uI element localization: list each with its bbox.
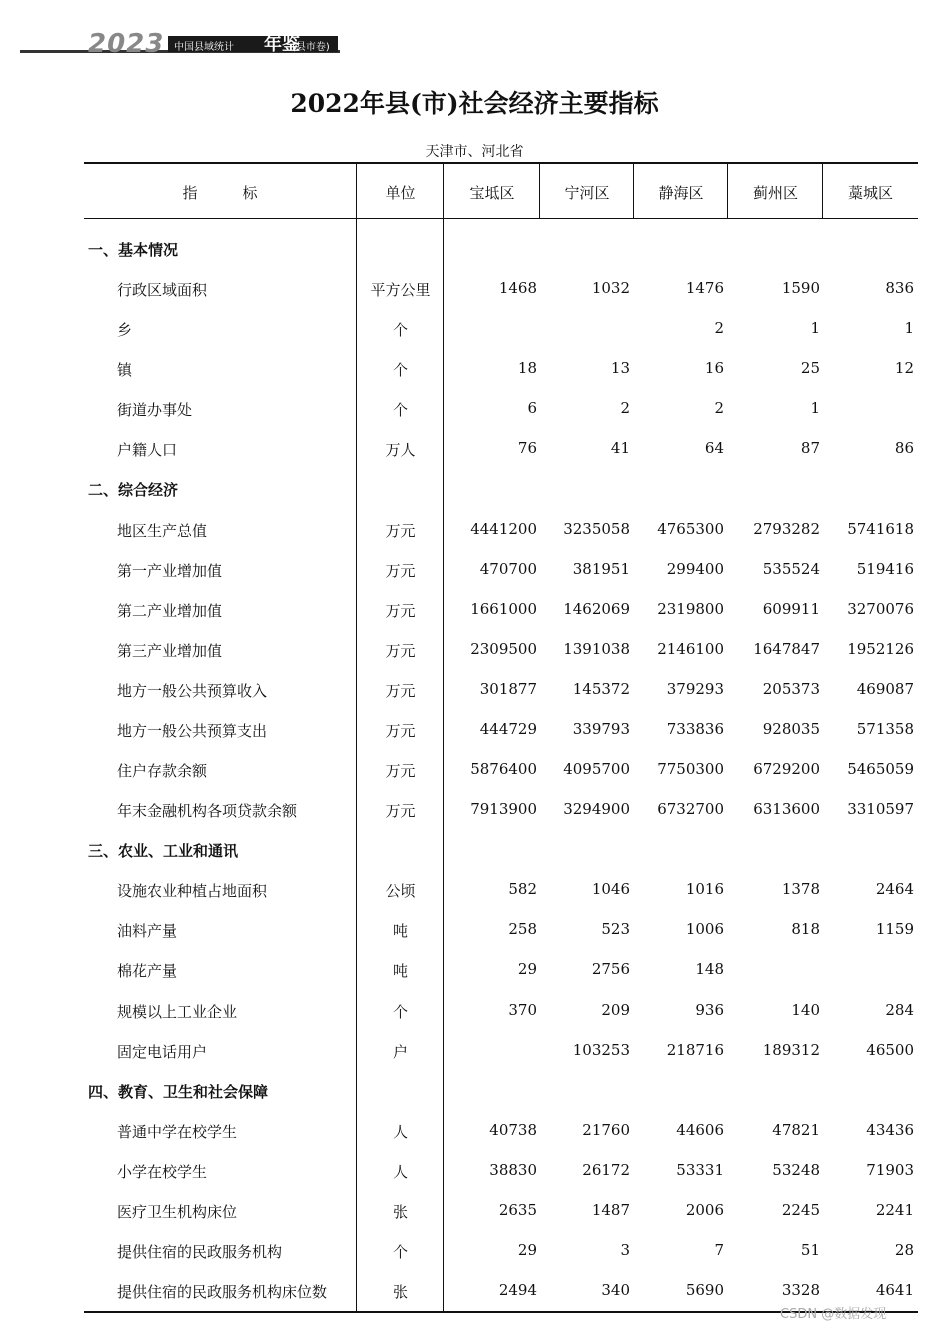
value-cell: 3235058: [563, 520, 630, 538]
value-cell: 2241: [875, 1201, 914, 1219]
value-cell: 928035: [762, 720, 820, 738]
unit-cell: 户: [392, 1043, 408, 1061]
value-cell: 87: [800, 439, 820, 457]
value-cell: 51: [800, 1241, 820, 1259]
value-cell: 6729200: [753, 760, 820, 778]
table-row: [0, 1161, 949, 1201]
value-cell: 1016: [685, 880, 724, 898]
value-cell: 1046: [591, 880, 630, 898]
watermark: CSDN @数据发现: [780, 1307, 887, 1322]
indicator-label: 镇: [117, 361, 133, 379]
value-cell: 2: [714, 319, 724, 337]
indicator-label: 提供住宿的民政服务机构床位数: [117, 1283, 328, 1301]
value-cell: 1487: [591, 1201, 630, 1219]
header-region: 宝坻区: [469, 184, 515, 202]
value-cell: 444729: [479, 720, 537, 738]
table-row: [0, 960, 949, 1000]
table-row: [0, 640, 949, 680]
unit-cell: 万人: [385, 441, 416, 459]
unit-cell: 万元: [385, 522, 416, 540]
indicator-label: 地方一般公共预算收入: [117, 682, 268, 700]
indicator-label: 固定电话用户: [117, 1043, 208, 1061]
value-cell: 2006: [685, 1201, 724, 1219]
table-row: [0, 1201, 949, 1241]
indicator-label: 油料产量: [117, 922, 178, 940]
header-strip: [168, 34, 338, 55]
value-cell: 301877: [479, 680, 537, 698]
value-cell: 936: [695, 1001, 724, 1019]
table-row: [0, 600, 949, 640]
value-cell: 29: [517, 1241, 537, 1259]
unit-cell: 人: [392, 1163, 408, 1181]
table-row: [0, 319, 949, 359]
indicator-label: 医疗卫生机构床位: [117, 1203, 238, 1221]
value-cell: 2793282: [753, 520, 820, 538]
value-cell: 470700: [479, 560, 537, 578]
unit-cell: 个: [392, 361, 408, 379]
value-cell: 4095700: [563, 760, 630, 778]
section-row: [0, 239, 949, 279]
unit-cell: 万元: [385, 722, 416, 740]
value-cell: 523: [601, 920, 630, 938]
section-label: 三、农业、工业和通讯: [88, 842, 239, 860]
value-cell: 1590: [781, 279, 820, 297]
value-cell: 64: [704, 439, 724, 457]
header-glyph: 年鉴: [264, 34, 300, 55]
table-row: [0, 1121, 949, 1161]
value-cell: 209: [601, 1001, 630, 1019]
section-row: [0, 479, 949, 519]
value-cell: 18: [517, 359, 537, 377]
table-row: [0, 359, 949, 399]
table-row: [0, 880, 949, 920]
indicator-label: 街道办事处: [117, 401, 193, 419]
value-cell: 1006: [685, 920, 724, 938]
table-row: [0, 760, 949, 800]
table-header-rule: [84, 218, 918, 219]
unit-cell: 个: [392, 321, 408, 339]
value-cell: 1: [810, 319, 820, 337]
value-cell: 340: [601, 1281, 630, 1299]
value-cell: 3: [620, 1241, 630, 1259]
value-cell: 339793: [572, 720, 630, 738]
value-cell: 519416: [856, 560, 914, 578]
value-cell: 40738: [489, 1121, 537, 1139]
indicator-label: 小学在校学生: [117, 1163, 208, 1181]
value-cell: 2: [714, 399, 724, 417]
value-cell: 16: [704, 359, 724, 377]
indicator-label: 年末金融机构各项贷款余额: [117, 802, 298, 820]
value-cell: 86: [894, 439, 914, 457]
header-region: 藁城区: [847, 184, 893, 202]
unit-cell: 张: [392, 1283, 408, 1301]
value-cell: 1: [904, 319, 914, 337]
indicator-label: 乡: [117, 321, 133, 339]
running-header: [0, 14, 949, 59]
value-cell: 582: [508, 880, 537, 898]
value-cell: 3328: [781, 1281, 820, 1299]
value-cell: 47821: [772, 1121, 820, 1139]
value-cell: 1: [810, 399, 820, 417]
value-cell: 1647847: [753, 640, 820, 658]
value-cell: 25: [800, 359, 820, 377]
header-year: 2023: [88, 29, 165, 59]
indicator-label: 地方一般公共预算支出: [117, 722, 268, 740]
value-cell: 5876400: [470, 760, 537, 778]
section-label: 四、教育、卫生和社会保障: [88, 1083, 269, 1101]
unit-cell: 吨: [392, 922, 408, 940]
value-cell: 818: [791, 920, 820, 938]
indicator-label: 规模以上工业企业: [117, 1003, 238, 1021]
indicator-label: 第三产业增加值: [117, 642, 223, 660]
value-cell: 535524: [762, 560, 820, 578]
value-cell: 4441200: [470, 520, 537, 538]
unit-cell: 万元: [385, 762, 416, 780]
value-cell: 6732700: [657, 800, 724, 818]
value-cell: 2635: [498, 1201, 537, 1219]
indicator-label: 普通中学在校学生: [117, 1123, 238, 1141]
value-cell: 1476: [685, 279, 724, 297]
value-cell: 53331: [676, 1161, 724, 1179]
table-row: [0, 520, 949, 560]
section-row: [0, 840, 949, 880]
value-cell: 733836: [666, 720, 724, 738]
indicator-label: 第二产业增加值: [117, 602, 223, 620]
value-cell: 1462069: [563, 600, 630, 618]
value-cell: 2: [620, 399, 630, 417]
section-row: [0, 1081, 949, 1121]
header-book-name: 中国县域统计: [174, 42, 234, 53]
value-cell: 28: [894, 1241, 914, 1259]
page-title: 2022年县(市)社会经济主要指标: [290, 89, 659, 118]
value-cell: 103253: [572, 1041, 630, 1059]
value-cell: 469087: [856, 680, 914, 698]
unit-cell: 吨: [392, 962, 408, 980]
value-cell: 218716: [666, 1041, 724, 1059]
unit-cell: 个: [392, 401, 408, 419]
indicator-label: 棉花产量: [117, 962, 178, 980]
header-region: 宁河区: [564, 184, 610, 202]
value-cell: 12: [894, 359, 914, 377]
value-cell: 26172: [582, 1161, 630, 1179]
unit-cell: 张: [392, 1203, 408, 1221]
value-cell: 6: [527, 399, 537, 417]
value-cell: 2319800: [657, 600, 724, 618]
value-cell: 3310597: [847, 800, 914, 818]
value-cell: 299400: [666, 560, 724, 578]
value-cell: 148: [695, 960, 724, 978]
header-volume: (县市卷): [292, 42, 330, 53]
value-cell: 1378: [781, 880, 820, 898]
value-cell: 1032: [591, 279, 630, 297]
table-row: [0, 399, 949, 439]
value-cell: 5741618: [847, 520, 914, 538]
table-row: [0, 1041, 949, 1081]
header-unit: 单位: [385, 184, 416, 202]
value-cell: 46500: [866, 1041, 914, 1059]
table-row: [0, 720, 949, 760]
table-row: [0, 1241, 949, 1281]
table-row: [0, 560, 949, 600]
section-label: 二、综合经济: [88, 481, 179, 499]
value-cell: 379293: [666, 680, 724, 698]
value-cell: 29: [517, 960, 537, 978]
page-subtitle: 天津市、河北省: [425, 144, 524, 160]
value-cell: 6313600: [753, 800, 820, 818]
value-cell: 2756: [591, 960, 630, 978]
unit-cell: 万元: [385, 642, 416, 660]
section-label: 一、基本情况: [88, 241, 179, 259]
value-cell: 1661000: [470, 600, 537, 618]
value-cell: 71903: [866, 1161, 914, 1179]
header-region: 静海区: [658, 184, 704, 202]
indicator-label: 设施农业种植占地面积: [117, 882, 268, 900]
value-cell: 1391038: [563, 640, 630, 658]
unit-cell: 个: [392, 1003, 408, 1021]
value-cell: 836: [885, 279, 914, 297]
value-cell: 381951: [572, 560, 630, 578]
table-row: [0, 279, 949, 319]
value-cell: 13: [610, 359, 630, 377]
value-cell: 140: [791, 1001, 820, 1019]
value-cell: 145372: [572, 680, 630, 698]
table-row: [0, 800, 949, 840]
value-cell: 7913900: [470, 800, 537, 818]
table-top-rule: [84, 162, 918, 164]
value-cell: 370: [508, 1001, 537, 1019]
value-cell: 205373: [762, 680, 820, 698]
unit-cell: 万元: [385, 682, 416, 700]
value-cell: 1468: [498, 279, 537, 297]
value-cell: 7: [714, 1241, 724, 1259]
value-cell: 1952126: [847, 640, 914, 658]
unit-cell: 万元: [385, 802, 416, 820]
unit-cell: 平方公里: [370, 281, 431, 299]
value-cell: 1159: [875, 920, 914, 938]
header-indicator: 指 标: [182, 184, 258, 202]
indicator-label: 行政区域面积: [117, 281, 208, 299]
value-cell: 21760: [582, 1121, 630, 1139]
value-cell: 2494: [498, 1281, 537, 1299]
value-cell: 609911: [762, 600, 820, 618]
unit-cell: 万元: [385, 562, 416, 580]
value-cell: 43436: [866, 1121, 914, 1139]
indicator-label: 地区生产总值: [117, 522, 208, 540]
unit-cell: 公顷: [385, 882, 416, 900]
value-cell: 7750300: [657, 760, 724, 778]
unit-cell: 万元: [385, 602, 416, 620]
indicator-label: 住户存款余额: [117, 762, 208, 780]
value-cell: 44606: [676, 1121, 724, 1139]
value-cell: 41: [610, 439, 630, 457]
indicator-label: 第一产业增加值: [117, 562, 223, 580]
value-cell: 76: [517, 439, 537, 457]
value-cell: 2146100: [657, 640, 724, 658]
value-cell: 5690: [685, 1281, 724, 1299]
table-row: [0, 680, 949, 720]
value-cell: 38830: [489, 1161, 537, 1179]
value-cell: 2309500: [470, 640, 537, 658]
value-cell: 3270076: [847, 600, 914, 618]
value-cell: 258: [508, 920, 537, 938]
value-cell: 2464: [875, 880, 914, 898]
value-cell: 284: [885, 1001, 914, 1019]
header-region: 蓟州区: [752, 184, 798, 202]
value-cell: 4765300: [657, 520, 724, 538]
unit-cell: 人: [392, 1123, 408, 1141]
value-cell: 3294900: [563, 800, 630, 818]
table-row: [0, 439, 949, 479]
unit-cell: 个: [392, 1243, 408, 1261]
indicator-label: 提供住宿的民政服务机构: [117, 1243, 283, 1261]
indicator-label: 户籍人口: [117, 441, 178, 459]
value-cell: 189312: [762, 1041, 820, 1059]
value-cell: 5465059: [847, 760, 914, 778]
value-cell: 2245: [781, 1201, 820, 1219]
table-row: [0, 920, 949, 960]
table-row: [0, 1001, 949, 1041]
value-cell: 53248: [772, 1161, 820, 1179]
value-cell: 571358: [856, 720, 914, 738]
value-cell: 4641: [875, 1281, 914, 1299]
